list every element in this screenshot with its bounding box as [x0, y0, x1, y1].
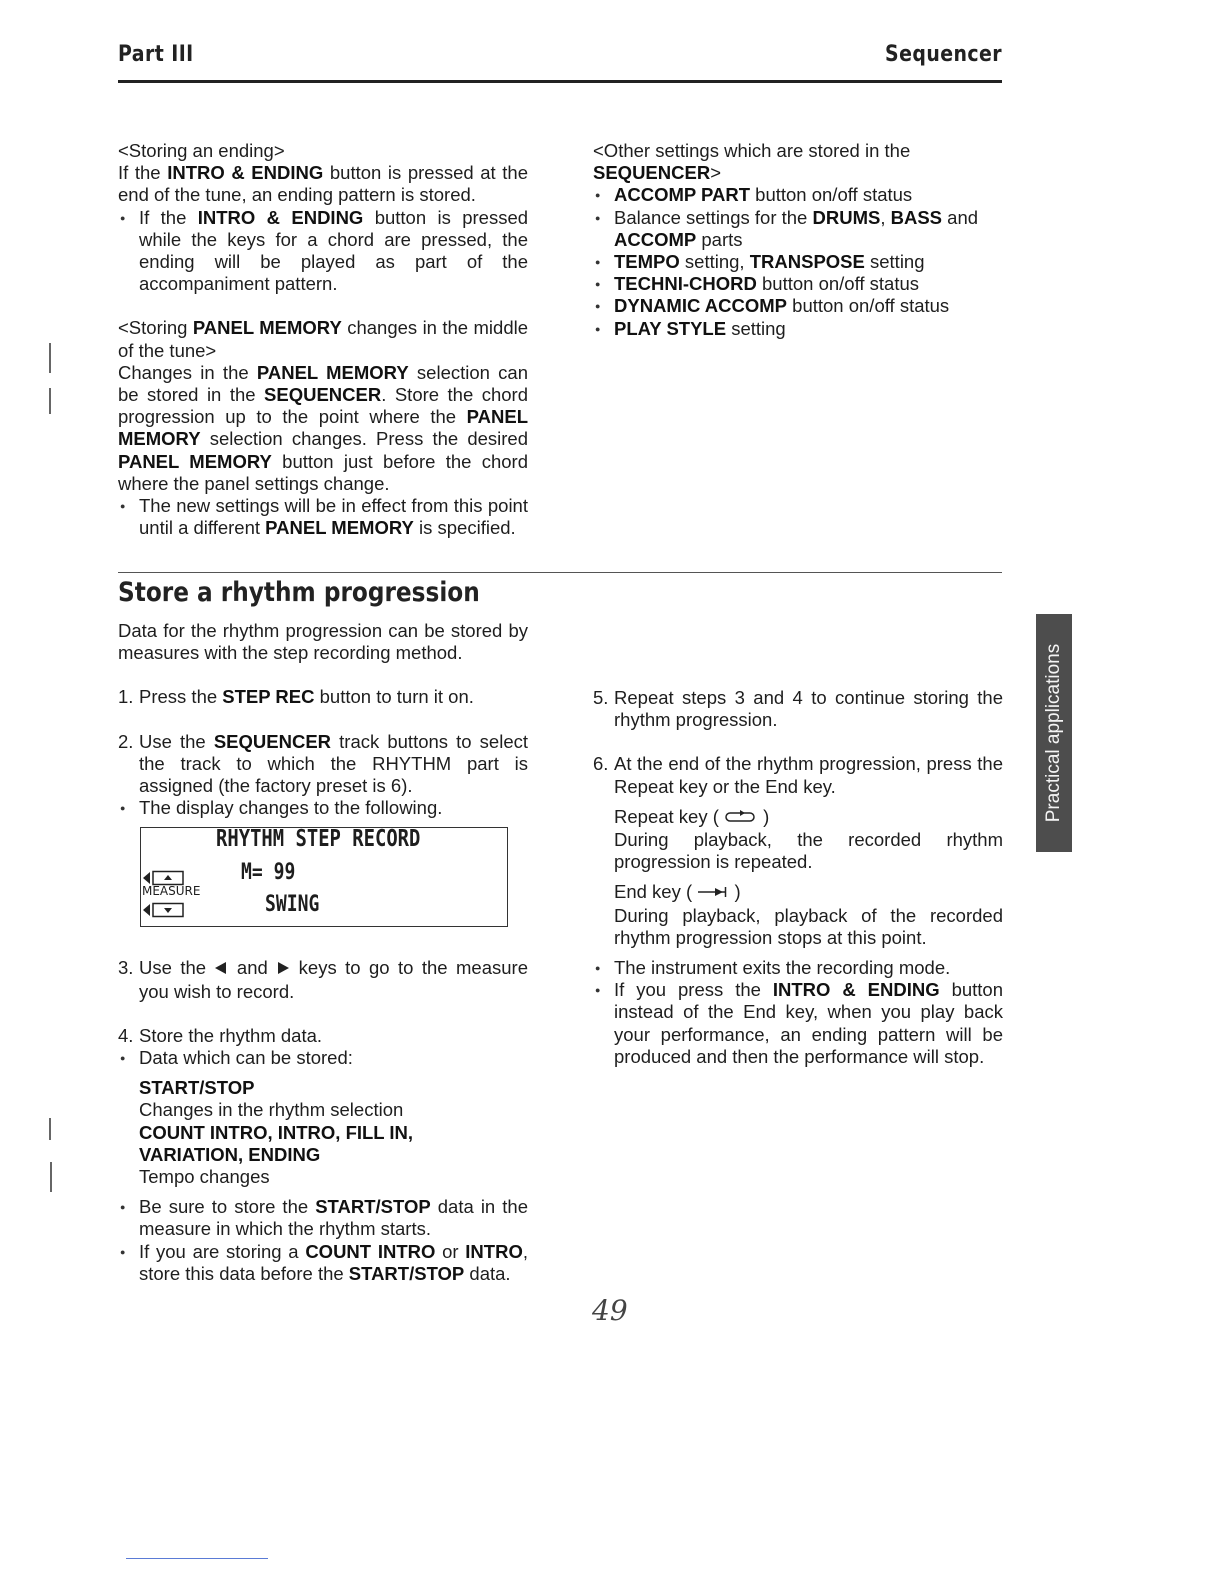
other-settings-title: <Other settings which are stored in the SEQUENCER> [593, 140, 911, 184]
repeat-key-label: Repeat key ( ) [593, 806, 1003, 829]
other-setting-item: ● ACCOMP PART button on/off status [593, 184, 1003, 206]
lcd-display [140, 827, 508, 927]
right-top-column [593, 140, 1003, 340]
storing-ending-bullet: ● If the INTRO & ENDING button is pressed while the keys for a chord are pressed, the ending will be played as part of the accompaniment pattern. [118, 207, 528, 296]
side-tab-label: Practical applications [1042, 643, 1064, 823]
storing-panel-bullet: ● The new settings will be in effect from this point until a different PANEL MEMORY is specified. [118, 495, 528, 539]
step-6: 6. At the end of the rhythm progression, press the Repeat key or the End key. [593, 753, 1003, 797]
left-arrow-icon [214, 958, 228, 980]
right-bottom-column [593, 687, 1003, 1068]
data-item: Tempo changes [139, 1166, 270, 1188]
lcd-measure-label: MEASURE [142, 884, 201, 899]
end-key-desc: During playback, playback of the recorded rhythm progression stops at this point. [614, 904, 1003, 948]
section-label: Sequencer [884, 42, 1002, 67]
step-4-bullet: ● Data which can be stored: [118, 1047, 528, 1069]
scan-mark [50, 1162, 52, 1192]
step-1: 1. Press the STEP REC button to turn it on. [118, 686, 474, 708]
step-3: 3. Use the and keys to go to the measure you wish to record. [118, 957, 528, 1002]
storing-ending-para: If the INTRO & ENDING button is pressed at the end of the tune, an ending pattern is stored. [118, 162, 529, 206]
storing-ending-title: <Storing an ending> [118, 140, 285, 161]
other-setting-item: ● DYNAMIC ACCOMP button on/off status [593, 295, 1003, 317]
side-tab [1036, 614, 1072, 852]
left-bottom-column [118, 620, 528, 1285]
scan-mark [49, 343, 51, 373]
lcd-style: SWING [265, 892, 320, 918]
other-setting-item: ● TEMPO setting, TRANSPOSE setting [593, 251, 1003, 273]
exit-bullet: ● The instrument exits the recording mode. [593, 957, 1003, 979]
repeat-key-desc: During playback, the recorded rhythm progression is repeated. [614, 829, 1003, 873]
data-item: VARIATION, ENDING [139, 1143, 321, 1165]
end-icon [697, 882, 729, 904]
scan-mark [49, 1118, 51, 1140]
step-2: 2. Use the SEQUENCER track buttons to select the track to which the RHYTHM part is assigned (the factory preset is 6). [118, 730, 529, 797]
repeat-icon [724, 807, 758, 829]
right-arrow-icon [276, 958, 290, 980]
other-setting-item: ● PLAY STYLE setting [593, 318, 1003, 340]
step-4: 4. Store the rhythm data. [118, 1024, 323, 1046]
storing-panel-title: <Storing PANEL MEMORY changes in the middle of the tune> [118, 317, 529, 361]
measure-down-icon [143, 902, 187, 924]
store-bullet: ● If you are storing a COUNT INTRO or INTRO, store this data before the START/STOP data. [118, 1241, 528, 1285]
data-item: Changes in the rhythm selection [139, 1099, 404, 1121]
part-label: Part III [118, 42, 194, 67]
rhythm-intro: Data for the rhythm progression can be stored by measures with the step recording method. [118, 620, 528, 664]
left-top-column [118, 140, 528, 539]
storing-panel-para: Changes in the PANEL MEMORY selection can be stored in the SEQUENCER. Store the chord progression up to the point where the PANEL MEMORY selection changes. Press the desired PANEL MEMORY button just before the chord where the panel settings change. [118, 361, 529, 494]
section-rule [118, 572, 1002, 573]
step-5: 5. Repeat steps 3 and 4 to continue storing the rhythm progression. [593, 687, 1003, 731]
section-heading: Store a rhythm progression [118, 577, 480, 608]
data-item: COUNT INTRO, INTRO, FILL IN, [139, 1121, 414, 1143]
other-setting-item: ● Balance settings for the DRUMS, BASS and ACCOMP parts [593, 207, 1003, 251]
lcd-measure-value: M= 99 [241, 860, 296, 886]
store-bullet: ● Be sure to store the START/STOP data in the measure in which the rhythm starts. [118, 1196, 528, 1240]
data-item: START/STOP [139, 1077, 255, 1099]
header-rule [118, 80, 1002, 83]
page-number: 49 [592, 1294, 628, 1327]
lcd-title: RHYTHM STEP RECORD [216, 826, 421, 853]
other-setting-item: ● TECHNI-CHORD button on/off status [593, 273, 1003, 295]
end-key-label: End key ( ) [593, 881, 1003, 904]
scan-mark [49, 388, 51, 414]
scan-line [126, 1558, 268, 1559]
step-2-bullet: ● The display changes to the following. [118, 797, 528, 819]
ending-bullet: ● If you press the INTRO & ENDING button instead of the End key, when you play back your performance, an ending pattern will be produced and then the performance will stop. [593, 979, 1003, 1068]
